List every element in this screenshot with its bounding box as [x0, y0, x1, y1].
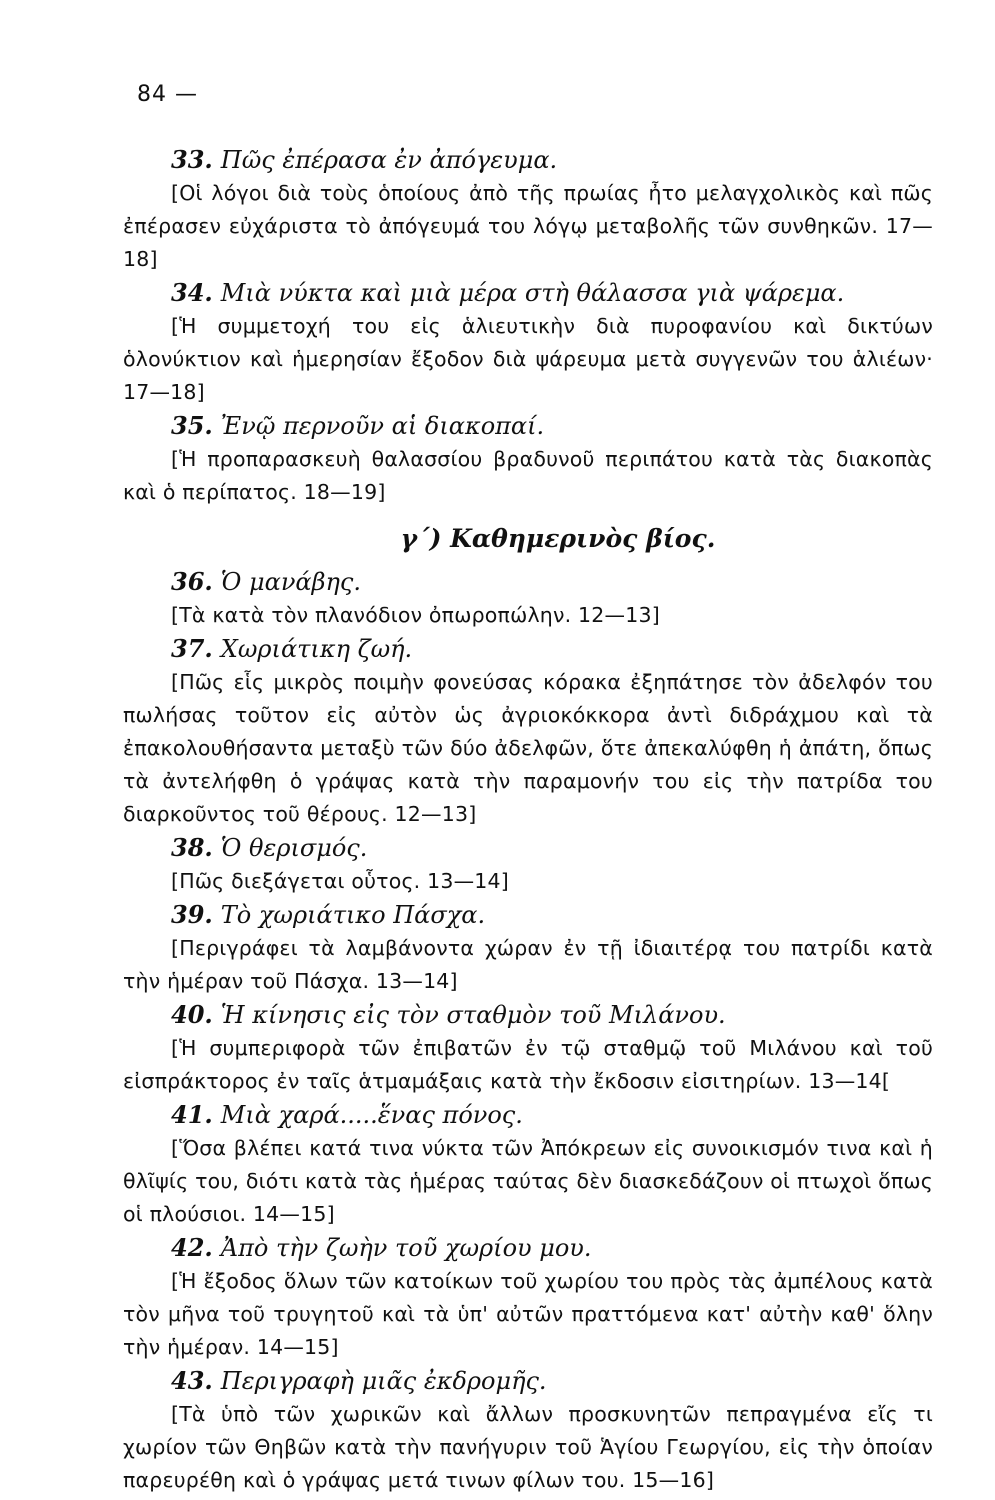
entry-description: [Πῶς εἷς μικρὸς ποιμὴν φονεύσας κόρακα ἐξηπάτησε τὸν ἀδελφόν του πωλήσας τοῦτον εἰς αὐτὸν ὡς ἀγριοκόκκορα ἀντὶ διδράχμου καὶ τὰ ἐπακολουθήσαντα μεταξὺ τῶν δύο ἀδελφῶν, ὅτε ἀπεκαλύφθη ἡ ἀπάτη, ὅπως τὰ ἀντελήφθη ὁ γράψας κατὰ τὴν παραμονήν του εἰς τὴν πατρίδα του διαρκοῦντος τοῦ θέρους. 12—13] [123, 670, 933, 826]
entry-title: Ὁ θερισμός. [220, 834, 368, 862]
entry-number: 40. [171, 1000, 213, 1029]
section-title: γ΄) Καθημερινὸς βίος. [400, 524, 716, 553]
entry-number: 43. [171, 1366, 213, 1395]
entry-description: [Τὰ ὑπὸ τῶν χωρικῶν καὶ ἄλλων προσκυνητῶν πεπραγμένα εἴς τι χωρίον τῶν Θηβῶν κατὰ τὴν πανήγυριν τοῦ Ἁγίου Γεωργίου, εἰς τὴν ὁποίαν παρευρέθη καὶ ὁ γράψας μετά τινων φίλων του. 15—16] [123, 1402, 933, 1492]
entry-title: Ἀπὸ τὴν ζωὴν τοῦ χωρίου μου. [220, 1234, 592, 1262]
entry-description: [Ὅσα βλέπει κατά τινα νύκτα τῶν Ἀπόκρεων εἰς συνοικισμόν τινα καὶ ἡ θλῖψίς του, διότι κατὰ τὰς ἡμέρας ταύτας δὲν διασκεδάζουν οἱ πτωχοὶ ὅπως οἱ πλούσιοι. 14—15] [123, 1136, 933, 1226]
entry-number: 38. [171, 833, 213, 862]
entry-number: 35. [171, 411, 213, 440]
entry-heading [123, 409, 933, 443]
entry-title: Ἐνῷ περνοῦν αἱ διακοπαί. [220, 412, 545, 440]
entry-title: Πῶς ἐπέρασα ἐν ἀπόγευμα. [220, 146, 558, 174]
entry-description: [Πῶς διεξάγεται οὗτος. 13—14] [171, 869, 509, 893]
entry-heading [123, 143, 933, 177]
entry-description: [Ἡ συμπεριφορὰ τῶν ἐπιβατῶν ἐν τῷ σταθμῷ τοῦ Μιλάνου καὶ τοῦ εἰσπράκτορος ἐν ταῖς ἁτμαμάξαις κατὰ τὴν ἔκδοσιν εἰσιτηρίων. 13—14[ [123, 1036, 933, 1093]
entry-title: Περιγραφὴ μιᾶς ἐκδρομῆς. [220, 1367, 547, 1395]
entry-description: [Περιγράφει τὰ λαμβάνοντα χώραν ἐν τῇ ἰδιαιτέρᾳ του πατρίδι κατὰ τὴν ἡμέραν τοῦ Πάσχα. 13—14] [123, 936, 933, 993]
entry-35 [123, 409, 933, 509]
entry-number: 37. [171, 634, 213, 663]
entry-39 [123, 898, 933, 998]
page-content [123, 143, 933, 1497]
entry-42 [123, 1231, 933, 1364]
entry-number: 33. [171, 145, 213, 174]
entry-38 [123, 831, 933, 898]
entry-description: [Τὰ κατὰ τὸν πλανόδιον ὀπωροπώλην. 12—13] [171, 603, 660, 627]
entry-heading [123, 1098, 933, 1132]
entry-34 [123, 276, 933, 409]
entry-heading [123, 898, 933, 932]
entry-36 [123, 565, 933, 632]
entry-description: [Ἡ ἔξοδος ὅλων τῶν κατοίκων τοῦ χωρίου του πρὸς τὰς ἀμπέλους κατὰ τὸν μῆνα τοῦ τρυγητοῦ καὶ τὰ ὑπ' αὐτῶν πραττόμενα κατ' αὐτὴν καθ' ὅλην τὴν ἡμέραν. 14—15] [123, 1269, 933, 1359]
entry-heading [123, 1364, 933, 1398]
entry-description: [Ἡ συμμετοχή του εἰς ἁλιευτικὴν διὰ πυροφανίου καὶ δικτύων ὁλονύκτιον καὶ ἡμερησίαν ἔξοδον διὰ ψάρευμα μετὰ συγγενῶν του ἁλιέων· 17—18] [123, 314, 933, 404]
entry-heading [123, 1231, 933, 1265]
entry-number: 41. [171, 1100, 213, 1129]
entry-number: 39. [171, 900, 213, 929]
entry-33 [123, 143, 933, 276]
entry-title: Ἡ κίνησις εἰς τὸν σταθμὸν τοῦ Μιλάνου. [220, 1001, 726, 1029]
entry-title: Μιὰ νύκτα καὶ μιὰ μέρα στὴ θάλασσα γιὰ ψάρεμα. [220, 279, 845, 307]
entry-title: Ὁ μανάβης. [220, 568, 361, 596]
entry-title: Μιὰ χαρά.....ἕνας πόνος. [220, 1101, 523, 1129]
entry-heading [123, 565, 933, 599]
entry-heading [123, 632, 933, 666]
entry-heading [123, 276, 933, 310]
entry-number: 34. [171, 278, 213, 307]
entry-37 [123, 632, 933, 831]
entry-title: Χωριάτικη ζωή. [220, 635, 413, 663]
page-number: 84 — [137, 82, 198, 107]
entry-description: [Οἱ λόγοι διὰ τοὺς ὁποίους ἀπὸ τῆς πρωίας ἦτο μελαγχολικὸς καὶ πῶς ἐπέρασεν εὐχάριστα τὸ ἀπόγευμά του λόγῳ μεταβολῆς τῶν συνθηκῶν. 17—18] [123, 181, 933, 271]
entry-41 [123, 1098, 933, 1231]
entry-40 [123, 998, 933, 1098]
entry-43 [123, 1364, 933, 1497]
entry-number: 42. [171, 1233, 213, 1262]
entry-heading [123, 831, 933, 865]
entry-title: Τὸ χωριάτικο Πάσχα. [220, 901, 486, 929]
entry-number: 36. [171, 567, 213, 596]
entry-heading [123, 998, 933, 1032]
entry-description: [Ἡ προπαρασκευὴ θαλασσίου βραδυνοῦ περιπάτου κατὰ τὰς διακοπὰς καὶ ὁ περίπατος. 18—19] [123, 447, 933, 504]
